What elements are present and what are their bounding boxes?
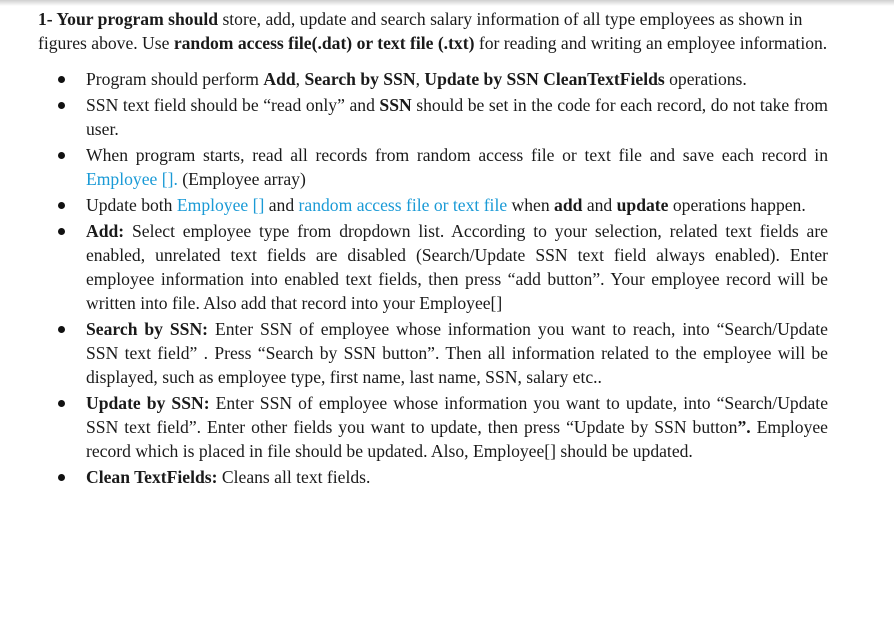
item-highlight: random access file or text file — [298, 195, 508, 215]
item-bold: Add: — [86, 221, 125, 241]
list-item-update-both — [38, 193, 828, 217]
intro-paragraph — [38, 7, 828, 55]
item-bold: add — [554, 195, 583, 215]
item-text: Enter SSN of employee whose information you want to update, into “Search/Update SSN text field”. Enter other fields you want to update, then press “Update by SSN button — [86, 393, 828, 437]
bullet-dot — [58, 400, 65, 407]
item-text: Program should perform — [86, 69, 264, 89]
top-edge-shadow — [0, 0, 894, 6]
item-bold: Clean TextFields: — [86, 467, 218, 487]
item-bold: ”. — [737, 417, 751, 437]
item-bold: Search by SSN: — [86, 319, 209, 339]
intro-lead-bold: 1- Your program should — [38, 9, 219, 29]
list-item-startup-read — [38, 143, 828, 191]
item-text: should be set in the code for each record, do not take from user. — [86, 95, 828, 139]
item-text: (Employee array) — [177, 169, 306, 189]
item-text: and — [582, 195, 617, 215]
item-text: operations. — [664, 69, 747, 89]
item-text: when — [507, 195, 555, 215]
intro-text-2: for reading and writing an employee information. — [474, 33, 828, 53]
item-text: Update both — [86, 195, 177, 215]
item-bold: Update by SSN: — [86, 393, 210, 413]
list-item-search — [38, 317, 828, 389]
item-text: Employee record which is placed in file should be updated. Also, Employee[] should be updated. — [86, 417, 828, 461]
list-item-operations — [38, 67, 828, 91]
requirements-list — [38, 67, 828, 489]
item-text: Cleans all text fields. — [217, 467, 371, 487]
bullet-dot — [58, 202, 65, 209]
item-text: SSN text field should be “read only” and — [86, 95, 380, 115]
bullet-dot — [58, 474, 65, 481]
list-item-add — [38, 219, 828, 315]
item-bold: SSN — [379, 95, 412, 115]
list-item-update — [38, 391, 828, 463]
item-text: and — [264, 195, 299, 215]
item-highlight: Employee [] — [176, 195, 265, 215]
list-item-ssn-readonly — [38, 93, 828, 141]
item-bold: Add — [263, 69, 296, 89]
item-text: Enter SSN of employee whose information you want to reach, into “Search/Update SSN text field” . Press “Search by SSN button”. Then all information related to the employee will be displayed, such as employee type, first name, last name, SSN, salary etc.. — [86, 319, 828, 387]
item-text: Select employee type from dropdown list. According to your selection, related text fields are enabled, unrelated text fields are disabled (Search/Update SSN text field always enabled). Enter employee information into enabled text fields, then press “add button”. Your employee record will be written into file. Also add that record into your Employee[] — [86, 221, 828, 313]
item-text: , — [295, 69, 305, 89]
intro-text-1: store, add, update and search salary information of all type employees as shown in figures above. Use — [38, 9, 803, 53]
item-highlight: Employee []. — [86, 169, 178, 189]
item-bold: Update by SSN CleanTextFields — [424, 69, 665, 89]
bullet-dot — [58, 102, 65, 109]
item-text: operations happen. — [668, 195, 806, 215]
document-body — [38, 7, 828, 491]
item-bold: update — [616, 195, 669, 215]
bullet-dot — [58, 326, 65, 333]
list-item-clean — [38, 465, 828, 489]
bullet-dot — [58, 152, 65, 159]
bullet-dot — [58, 76, 65, 83]
item-text: When program starts, read all records from random access file or text file and save each record in — [86, 145, 828, 165]
intro-file-types-bold: random access file(.dat) or text file (.txt) — [173, 33, 475, 53]
item-bold: Search by SSN — [304, 69, 416, 89]
bullet-dot — [58, 228, 65, 235]
item-text: , — [415, 69, 425, 89]
